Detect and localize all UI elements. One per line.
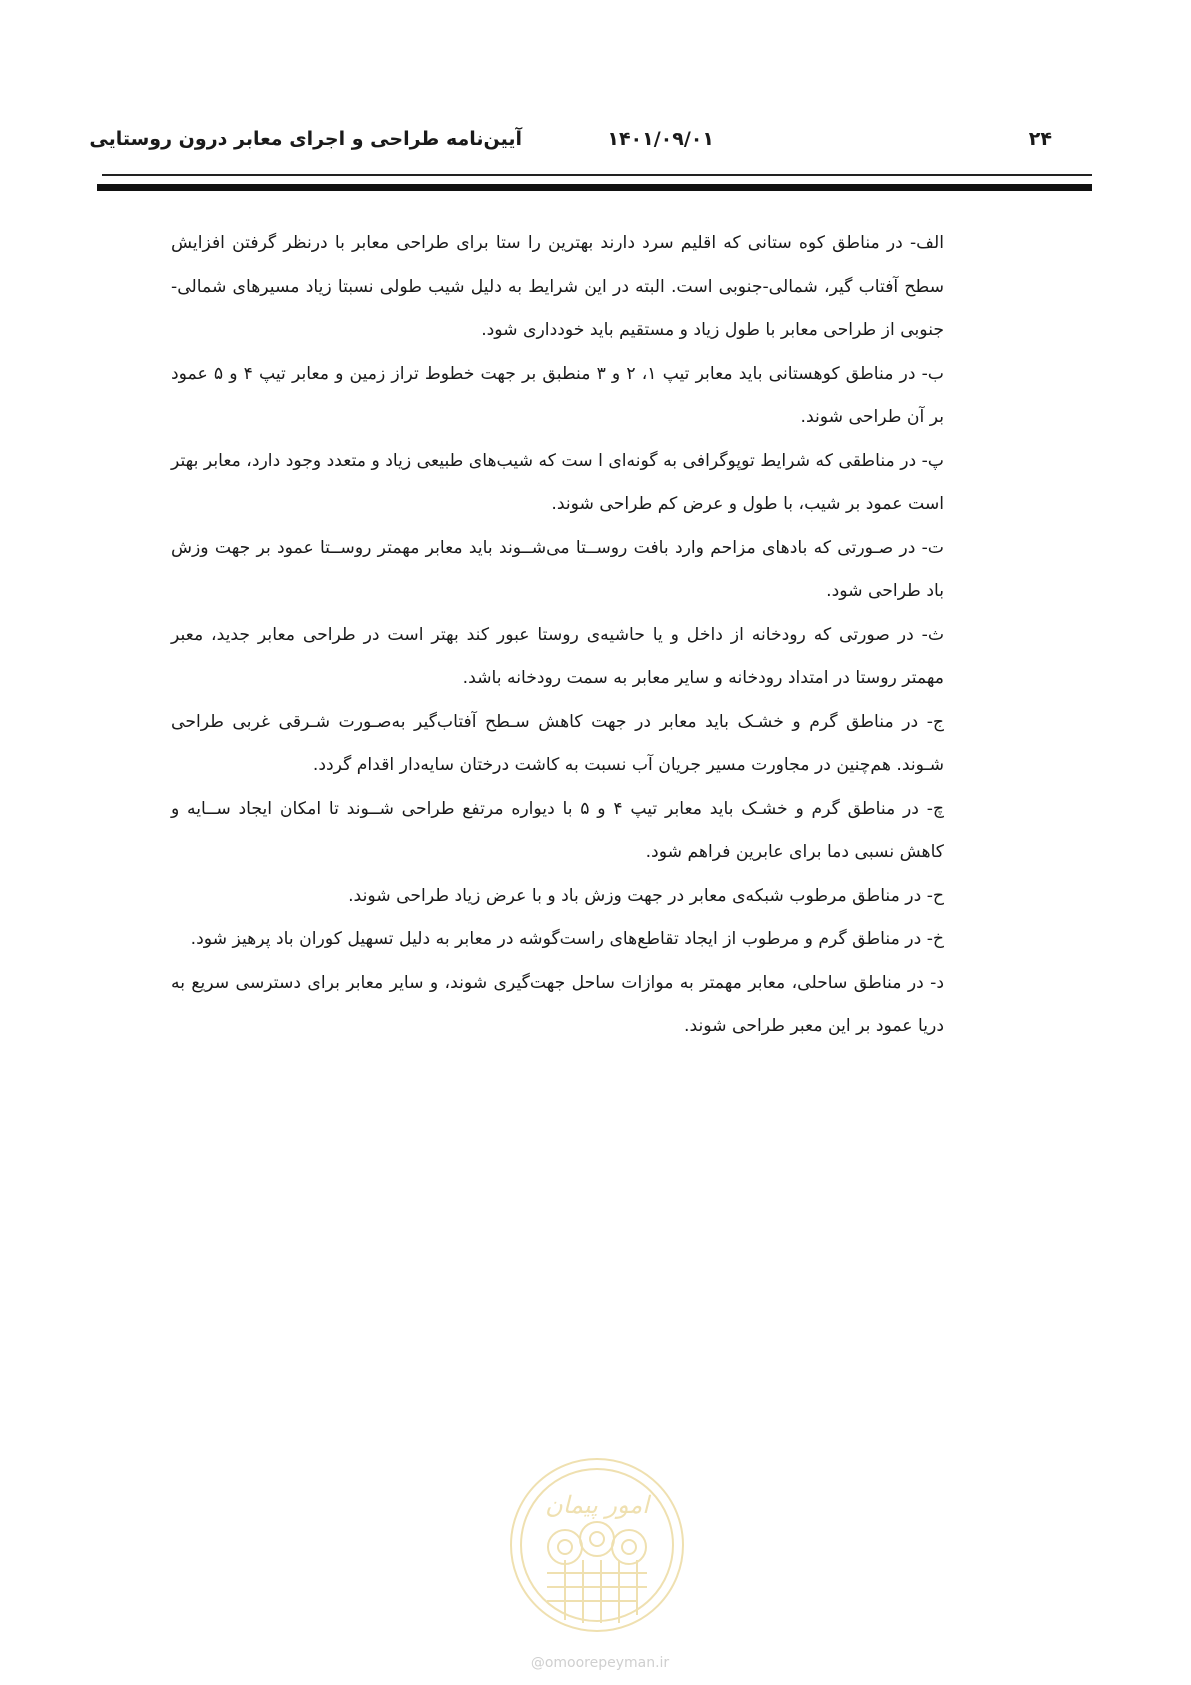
watermark-logo (507, 1455, 687, 1635)
paragraph-dal: د- در مناطق ساحلی، معابر مهمتر به موازات ساحل جهت‌گیری شوند، و سایر معابر برای دسترسی سریع به دریا عمود بر این معبر طراحی شوند. (171, 972, 944, 1036)
document-date: ۱۴۰۱/۰۹/۰۱ (607, 128, 714, 150)
paragraph-alef: الف- در مناطق کوه ستانی که اقلیم سرد دارند بهترین را ستا برای طراحی معابر با درنظر گرفتن افزایش سطح آفتاب گیر، شمالی-جنوبی است. البته در این شرایط به دلیل شیب طولی نسبتا زیاد مسیرهای شمالی-جنوبی از طراحی معابر با طول زیاد و مستقیم باید خودداری شود. (171, 233, 944, 340)
paragraph-he: ح- در مناطق مرطوب شبکه‌ی معابر در جهت وزش باد و با عرض زیاد طراحی شوند. (348, 885, 944, 906)
paragraph-be: ب- در مناطق کوهستانی باید معابر تیپ ۱، ۲ و ۳ منطبق بر جهت خطوط تراز زمین و معابر تیپ ۴ و ۵ عمود بر آن طراحی شوند. (171, 363, 944, 427)
header-rule-thin (102, 174, 1092, 176)
paragraph-te: ت- در صـورتی که بادهای مزاحم وارد بافت روســتا می‌شــوند باید معابر مهمتر روســتا عمود بر جهت وزش باد طراحی شود. (171, 537, 944, 601)
watermark-url: @omoorepeyman.ir (530, 1655, 670, 1671)
document-title: آیین‌نامه طراحی و اجرای معابر درون روستایی (89, 128, 522, 150)
paragraph-pe: پ- در مناطقی که شرایط توپوگرافی به گونه‌ای ا ست که شیب‌های طبیعی زیاد و متعدد وجود دارد، معابر بهتر است عمود بر شیب، با طول و عرض کم طراحی شوند. (171, 450, 944, 514)
paragraph-che: چ- در مناطق گرم و خشـک باید معابر تیپ ۴ و ۵ با دیواره مرتفع طراحی شــوند تا امکان ایجاد ســایه و کاهش نسبی دما برای عابرین فراهم شود. (171, 798, 944, 862)
page-number: ۲۴ (1028, 128, 1052, 150)
page-header (89, 128, 1092, 168)
paragraph-se: ث- در صورتی که رودخانه از داخل و یا حاشیه‌ی روستا عبور کند بهتر است در طراحی معابر جدید، معبر مهمتر روستا در امتداد رودخانه و سایر معابر به سمت رودخانه باشد. (171, 624, 944, 688)
header-rule-thick (97, 184, 1092, 191)
paragraph-khe: خ- در مناطق گرم و مرطوب از ایجاد تقاطع‌های راست‌گوشه در معابر به دلیل تسهیل کوران باد پرهیز شود. (190, 929, 944, 949)
watermark-logo-text: امور پیمان (545, 1491, 649, 1519)
body-text (171, 222, 944, 1049)
paragraph-jim: ج- در مناطق گرم و خشـک باید معابر در جهت کاهش سـطح آفتاب‌گیر به‌صـورت شـرقی غربی طراحی شـوند. هم‌چنین در مجاورت مسیر جریان آب نسبت به کاشت درختان سایه‌دار اقدام گردد. (171, 711, 944, 775)
